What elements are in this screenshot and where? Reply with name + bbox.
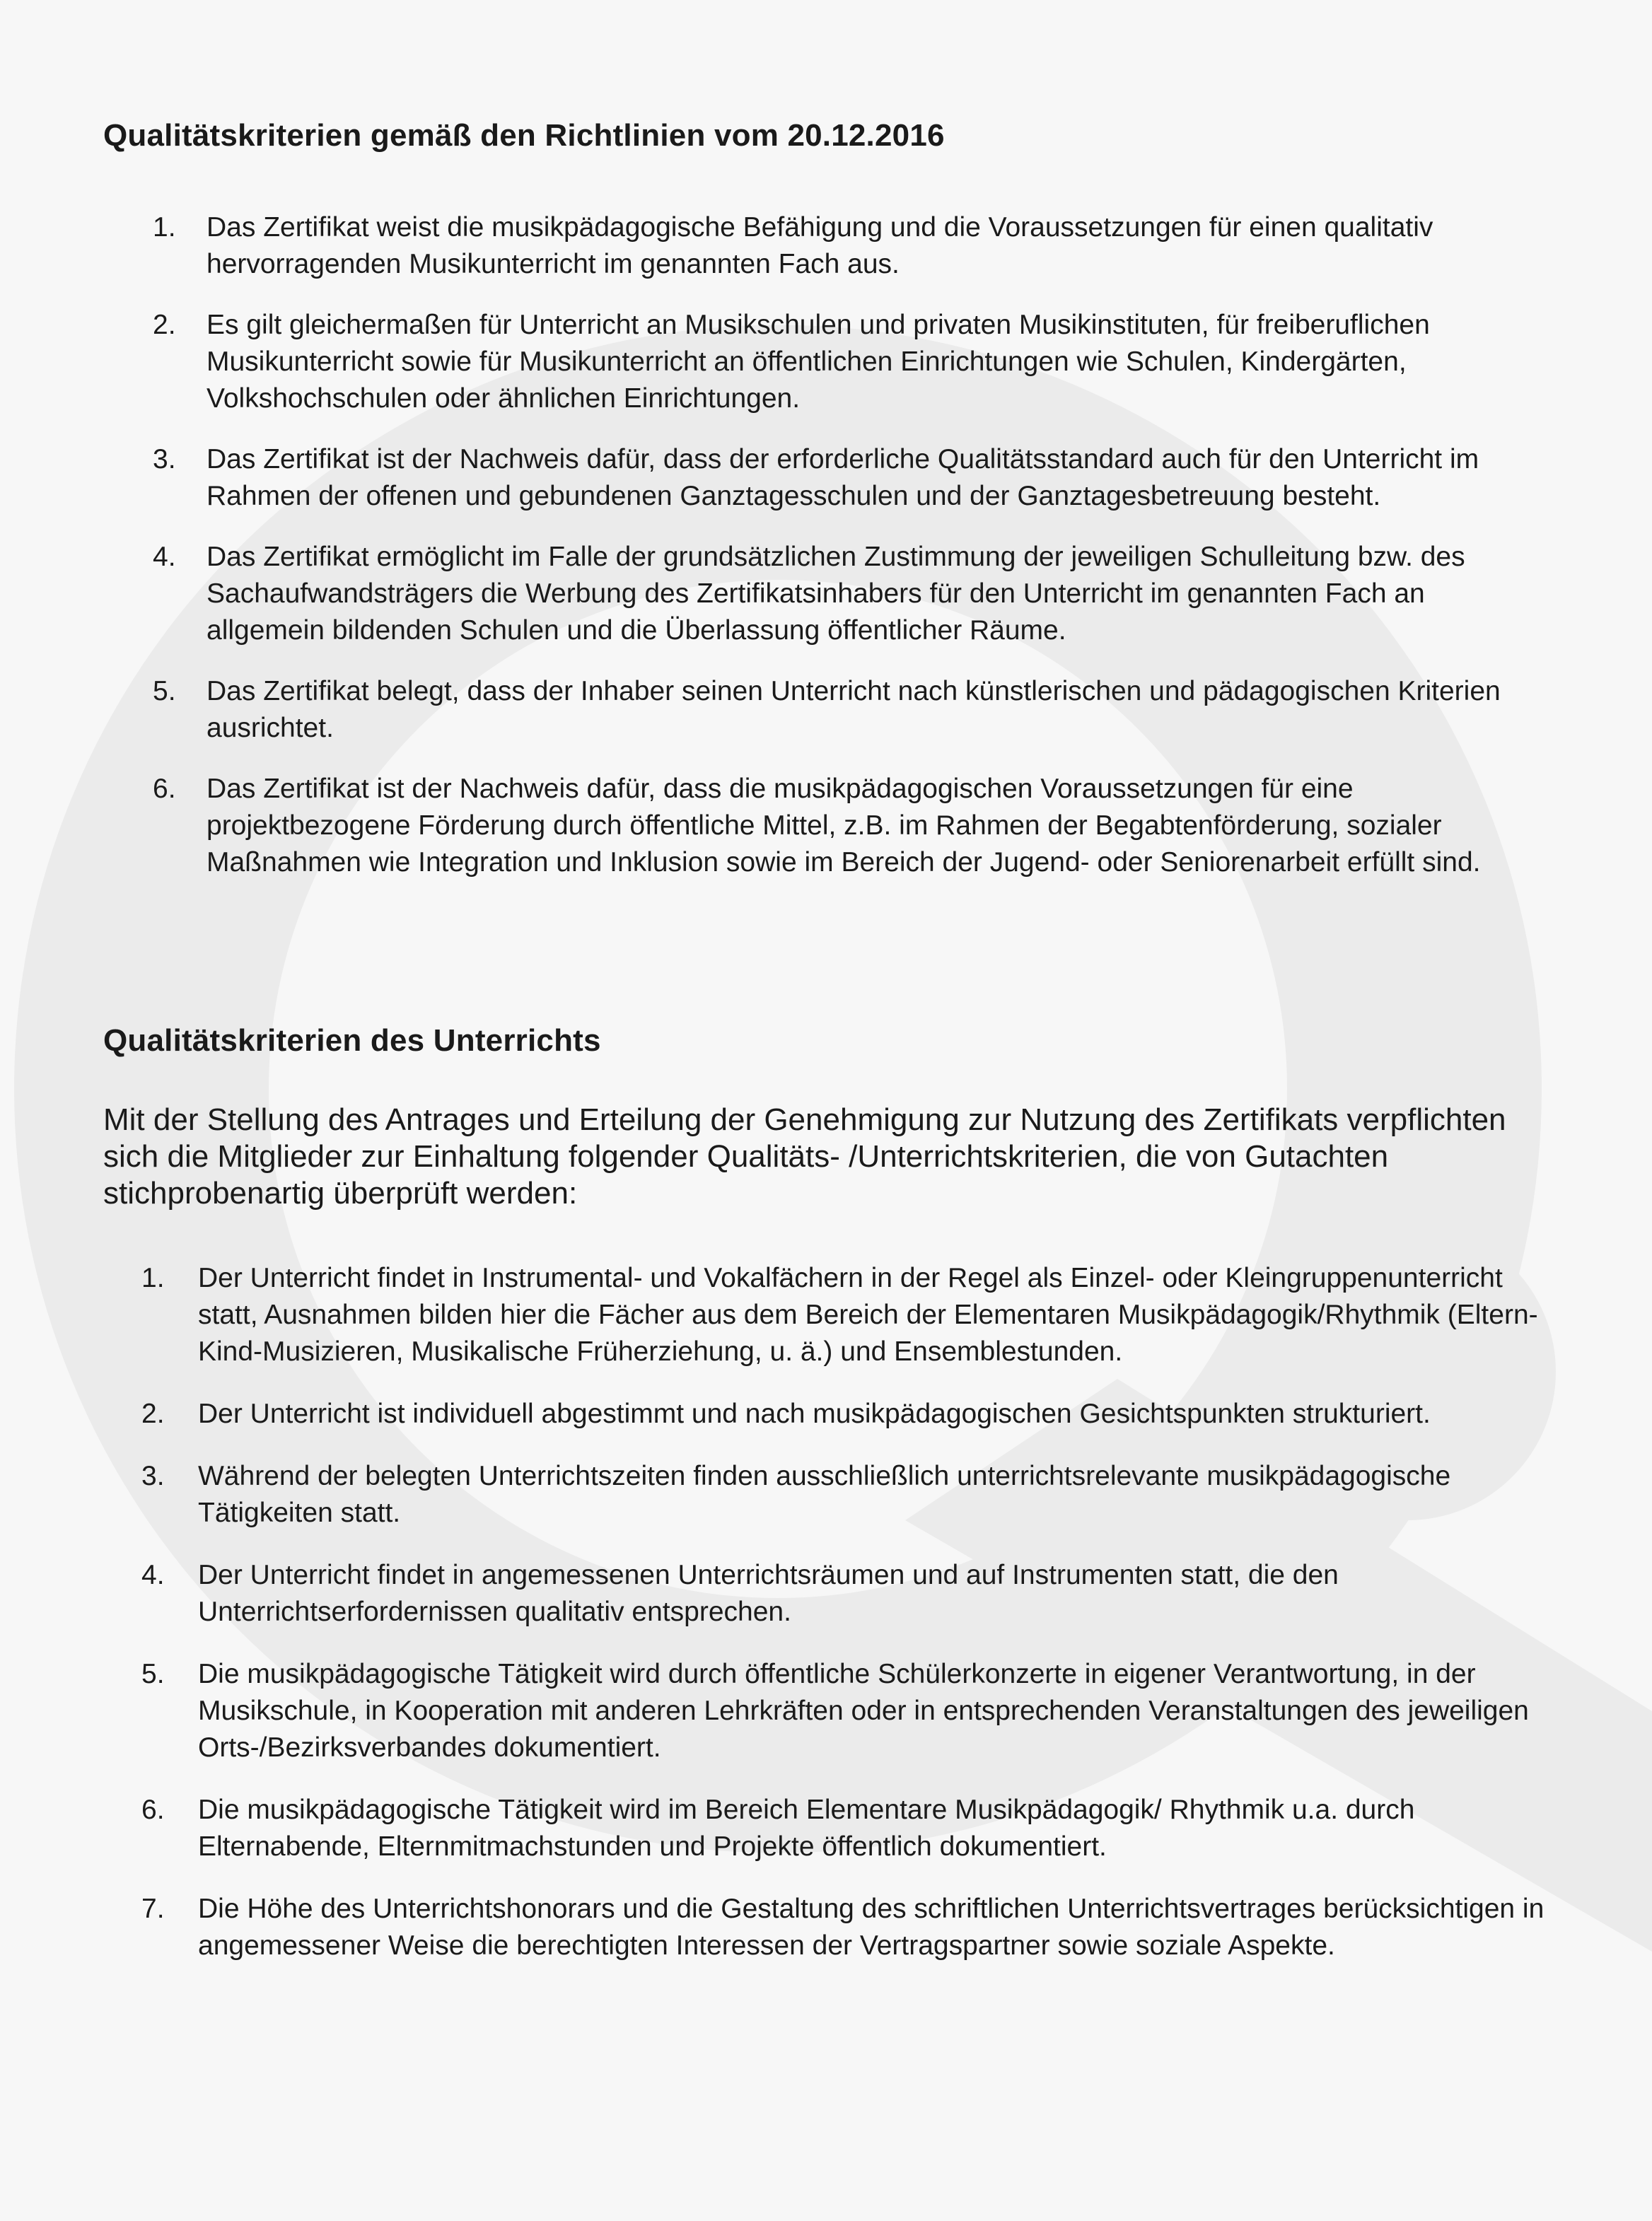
item-number: 3.	[153, 444, 176, 474]
list-item	[0, 1396, 1556, 1433]
list-item	[0, 1557, 1556, 1631]
list-item	[0, 673, 1550, 747]
list-item	[0, 441, 1550, 515]
item-number: 4.	[153, 542, 176, 572]
item-number: 2.	[153, 310, 176, 340]
item-text: Es gilt gleichermaßen für Unterricht an Musikschulen und privaten Musikinstituten, für freiberuflichen Musikunterricht sowie für Musikunterricht an öffentlichen Einrichtungen wie Schulen, Kindergärten, Volkshochschulen oder ähnlichen Einrichtungen.	[206, 310, 1430, 414]
item-text: Die Höhe des Unterrichtshonorars und die Gestaltung des schriftlichen Unterrichtsvertrages berücksichtigen in angemessener Weise die berechtigten Interessen der Vertragspartner sowie soziale Aspekte.	[198, 1894, 1545, 1961]
section-heading-teaching: Qualitätskriterien des Unterrichts	[103, 1023, 601, 1058]
item-text: Das Zertifikat belegt, dass der Inhaber seinen Unterricht nach künstlerischen und pädagogischen Kriterien ausrichtet.	[206, 676, 1501, 743]
section-heading-guidelines: Qualitätskriterien gemäß den Richtlinien vom 20.12.2016	[103, 118, 945, 153]
list-item	[0, 1656, 1556, 1766]
guidelines-criteria-list	[0, 209, 1550, 905]
list-item	[0, 1891, 1556, 1964]
item-number: 4.	[141, 1560, 165, 1590]
item-text: Das Zertifikat ist der Nachweis dafür, dass die musikpädagogischen Voraussetzungen für eine projektbezogene Förderung durch öffentliche Mittel, z.B. im Rahmen der Begabtenförderung, sozialer Maßnahmen wie Integration und Inklusion sowie im Bereich der Jugend- oder Seniorenarbeit erfüllt sind.	[206, 774, 1481, 878]
item-number: 5.	[141, 1659, 165, 1689]
item-text: Der Unterricht findet in Instrumental- und Vokalfächern in der Regel als Einzel- oder Kleingruppenunterricht statt, Ausnahmen bilden hier die Fächer aus dem Bereich der Elementaren Musikpädagogik/Rhythmik (Eltern-Kind-Musizieren, Musikalische Früherziehung, u. ä.) und Ensemblestunden.	[198, 1263, 1538, 1367]
list-item	[0, 1260, 1556, 1370]
item-number: 2.	[141, 1399, 165, 1429]
item-number: 3.	[141, 1461, 165, 1491]
item-text: Das Zertifikat ermöglicht im Falle der grundsätzlichen Zustimmung der jeweiligen Schulleitung bzw. des Sachaufwandsträgers die Werbung des Zertifikatsinhabers für den Unterricht im genannten Fach an allgemein bildenden Schulen und die Überlassung öffentlicher Räume.	[206, 542, 1465, 646]
item-number: 6.	[153, 774, 176, 804]
item-text: Das Zertifikat ist der Nachweis dafür, dass der erforderliche Qualitätsstandard auch für den Unterricht im Rahmen der offenen und gebundenen Ganztagesschulen und der Ganztagesbetreuung besteht.	[206, 444, 1479, 511]
list-item	[0, 1792, 1556, 1865]
section-intro-paragraph: Mit der Stellung des Antrages und Erteilung der Genehmigung zur Nutzung des Zertifikats verpflichten sich die Mitglieder zur Einhaltung folgender Qualitäts- /Unterrichtskriterien, die von Gutachten stichprobenartig überprüft werden:	[103, 1102, 1506, 1211]
item-text: Die musikpädagogische Tätigkeit wird durch öffentliche Schülerkonzerte in eigener Verantwortung, in der Musikschule, in Kooperation mit anderen Lehrkräften oder in entsprechenden Veranstaltungen des jeweiligen Orts-/Bezirksverbandes dokumentiert.	[198, 1659, 1529, 1763]
teaching-criteria-list	[0, 1260, 1556, 1990]
list-item	[0, 539, 1550, 649]
list-item	[0, 1458, 1556, 1532]
item-text: Während der belegten Unterrichtszeiten finden ausschließlich unterrichtsrelevante musikpädagogische Tätigkeiten statt.	[198, 1461, 1451, 1528]
list-item	[0, 307, 1550, 417]
list-item	[0, 209, 1550, 283]
item-text: Die musikpädagogische Tätigkeit wird im Bereich Elementare Musikpädagogik/ Rhythmik u.a. durch Elternabende, Elternmitmachstunden und Projekte öffentlich dokumentiert.	[198, 1795, 1415, 1862]
item-text: Der Unterricht ist individuell abgestimmt und nach musikpädagogischen Gesichtspunkten strukturiert.	[198, 1399, 1431, 1429]
item-text: Das Zertifikat weist die musikpädagogische Befähigung und die Voraussetzungen für einen qualitativ hervorragenden Musikunterricht im genannten Fach aus.	[206, 212, 1433, 279]
item-number: 6.	[141, 1795, 165, 1825]
item-number: 7.	[141, 1894, 165, 1924]
item-number: 5.	[153, 676, 176, 706]
item-number: 1.	[141, 1263, 165, 1293]
list-item	[0, 771, 1550, 881]
item-number: 1.	[153, 212, 176, 243]
item-text: Der Unterricht findet in angemessenen Unterrichtsräumen und auf Instrumenten statt, die den Unterrichtserfordernissen qualitativ entsprechen.	[198, 1560, 1339, 1627]
